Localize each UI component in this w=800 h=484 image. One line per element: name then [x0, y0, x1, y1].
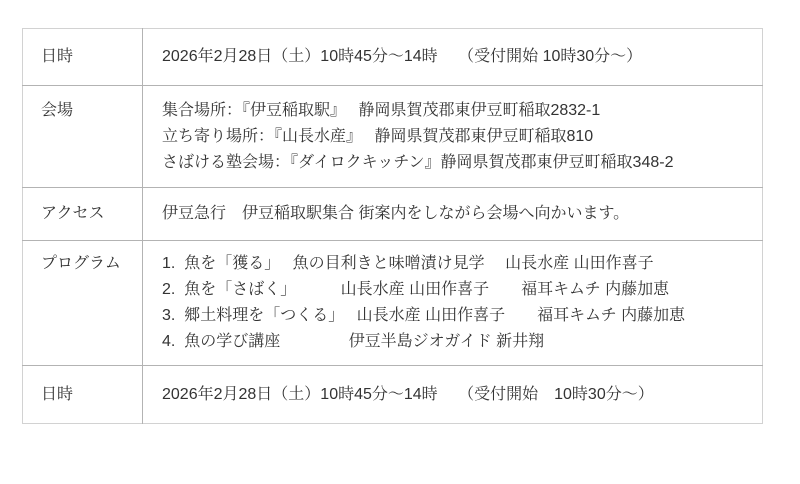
row-label-venue: 会場	[23, 86, 143, 188]
row-content-datetime-2	[143, 366, 763, 424]
table-row-datetime-2	[23, 366, 763, 424]
program-item-1: 1. 魚を「獲る」 魚の目利きと味噌漬け見学 山長水産 山田作喜子	[162, 255, 654, 272]
datetime-text-2: 2026年2月28日（土）10時45分～14時 （受付開始 10時30分～）	[162, 385, 654, 403]
program-item-4: 4. 魚の学び講座 伊豆半島ジオガイド 新井翔	[162, 333, 545, 350]
datetime-text: 2026年2月28日（土）10時45分～14時 （受付開始 10時30分～）	[162, 48, 643, 65]
venue-meeting-place: 集合場所：『伊豆稲取駅』 静岡県賀茂郡東伊豆町稲取2832-1	[162, 101, 601, 119]
table-row-venue	[23, 86, 763, 188]
program-item-3: 3. 郷土料理を「つくる」 山長水産 山田作喜子 福耳キムチ 内藤加恵	[162, 307, 686, 324]
row-content-datetime	[143, 29, 763, 86]
row-label-datetime: 日時	[23, 29, 143, 86]
row-content-access	[143, 188, 763, 241]
table-row-program	[23, 241, 763, 366]
access-text: 伊豆急行 伊豆稲取駅集合 街案内をしながら会場へ向かいます。	[162, 205, 630, 222]
row-content-program	[143, 241, 763, 366]
row-content-venue	[143, 86, 763, 188]
row-label-access: アクセス	[23, 188, 143, 241]
venue-stopover-place: 立ち寄り場所：『山長水産』 静岡県賀茂郡東伊豆町稲取810	[162, 127, 594, 145]
venue-class-place: さばける塾会場：『ダイロクキッチン』静岡県賀茂郡東伊豆町稲取348-2	[162, 153, 674, 171]
event-info-table	[22, 28, 763, 424]
row-label-program: プログラム	[23, 241, 143, 366]
table-row-datetime	[23, 29, 763, 86]
row-label-datetime-2: 日時	[23, 366, 143, 424]
program-item-2: 2. 魚を「さばく」 山長水産 山田作喜子 福耳キムチ 内藤加恵	[162, 281, 670, 298]
table-row-access	[23, 188, 763, 241]
